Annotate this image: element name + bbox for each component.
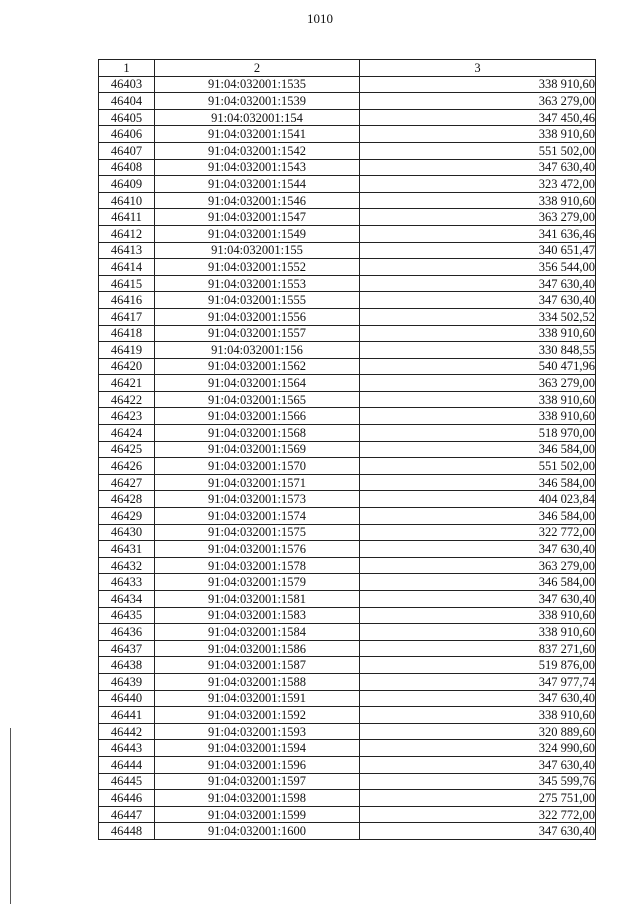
row-number-cell: 46418 — [99, 325, 155, 342]
cadastral-value-cell: 338 910,60 — [360, 192, 596, 209]
row-number-cell: 46407 — [99, 142, 155, 159]
cadastral-value-cell: 346 584,00 — [360, 474, 596, 491]
table-row — [99, 723, 596, 740]
page-number: 1010 — [307, 11, 333, 26]
cadastral-value-cell: 338 910,60 — [360, 607, 596, 624]
cadastral-value-cell: 338 910,60 — [360, 391, 596, 408]
cadastral-value-cell: 347 630,40 — [360, 591, 596, 608]
cadastral-number-cell: 91:04:032001:1575 — [155, 524, 360, 541]
table-row — [99, 325, 596, 342]
cadastral-number-cell: 91:04:032001:1547 — [155, 209, 360, 226]
cadastral-number-cell: 91:04:032001:1542 — [155, 142, 360, 159]
cadastral-number-cell: 91:04:032001:1541 — [155, 126, 360, 143]
cadastral-value-cell: 338 910,60 — [360, 76, 596, 93]
table-row — [99, 624, 596, 641]
row-number-cell: 46408 — [99, 159, 155, 176]
table-row — [99, 740, 596, 757]
row-number-cell: 46406 — [99, 126, 155, 143]
table-body — [99, 76, 596, 839]
table-row — [99, 159, 596, 176]
row-number-cell: 46409 — [99, 176, 155, 193]
cadastral-number-cell: 91:04:032001:1578 — [155, 557, 360, 574]
table-row — [99, 458, 596, 475]
cadastral-number-cell: 91:04:032001:1591 — [155, 690, 360, 707]
cadastral-value-cell: 324 990,60 — [360, 740, 596, 757]
table-row — [99, 773, 596, 790]
cadastral-number-cell: 91:04:032001:1555 — [155, 292, 360, 309]
cadastral-number-cell: 91:04:032001:1539 — [155, 93, 360, 110]
row-number-cell: 46441 — [99, 707, 155, 724]
row-number-cell: 46433 — [99, 574, 155, 591]
table-row — [99, 756, 596, 773]
cadastral-number-cell: 91:04:032001:1564 — [155, 375, 360, 392]
cadastral-value-cell: 322 772,00 — [360, 524, 596, 541]
row-number-cell: 46416 — [99, 292, 155, 309]
cadastral-number-cell: 91:04:032001:1597 — [155, 773, 360, 790]
cadastral-value-cell: 363 279,00 — [360, 557, 596, 574]
table-row — [99, 109, 596, 126]
cadastral-value-cell: 347 630,40 — [360, 541, 596, 558]
table-row — [99, 607, 596, 624]
column-header-cadastral-value: 3 — [360, 60, 596, 77]
table-row — [99, 342, 596, 359]
row-number-cell: 46429 — [99, 508, 155, 525]
row-number-cell: 46445 — [99, 773, 155, 790]
cadastral-number-cell: 91:04:032001:1583 — [155, 607, 360, 624]
cadastral-number-cell: 91:04:032001:1600 — [155, 823, 360, 840]
cadastral-value-cell: 338 910,60 — [360, 325, 596, 342]
margin-line — [10, 728, 11, 904]
cadastral-value-cell: 518 970,00 — [360, 425, 596, 442]
cadastral-value-cell: 346 584,00 — [360, 441, 596, 458]
cadastral-value-cell: 347 630,40 — [360, 292, 596, 309]
row-number-cell: 46432 — [99, 557, 155, 574]
row-number-cell: 46435 — [99, 607, 155, 624]
cadastral-value-cell: 340 651,47 — [360, 242, 596, 259]
row-number-cell: 46410 — [99, 192, 155, 209]
column-header-number: 1 — [99, 60, 155, 77]
cadastral-value-cell: 347 450,46 — [360, 109, 596, 126]
cadastral-value-table — [98, 59, 596, 840]
table-row — [99, 126, 596, 143]
cadastral-value-cell: 346 584,00 — [360, 508, 596, 525]
table-row — [99, 823, 596, 840]
table-row — [99, 574, 596, 591]
table-row — [99, 524, 596, 541]
cadastral-number-cell: 91:04:032001:1594 — [155, 740, 360, 757]
cadastral-number-cell: 91:04:032001:1535 — [155, 76, 360, 93]
row-number-cell: 46431 — [99, 541, 155, 558]
cadastral-number-cell: 91:04:032001:1546 — [155, 192, 360, 209]
cadastral-number-cell: 91:04:032001:1576 — [155, 541, 360, 558]
cadastral-number-cell: 91:04:032001:1573 — [155, 491, 360, 508]
table-row — [99, 292, 596, 309]
cadastral-number-cell: 91:04:032001:1586 — [155, 640, 360, 657]
cadastral-value-cell: 320 889,60 — [360, 723, 596, 740]
row-number-cell: 46434 — [99, 591, 155, 608]
cadastral-value-cell: 338 910,60 — [360, 707, 596, 724]
row-number-cell: 46436 — [99, 624, 155, 641]
row-number-cell: 46420 — [99, 358, 155, 375]
cadastral-number-cell: 91:04:032001:1596 — [155, 756, 360, 773]
table-row — [99, 508, 596, 525]
cadastral-number-cell: 91:04:032001:155 — [155, 242, 360, 259]
table-row — [99, 657, 596, 674]
row-number-cell: 46425 — [99, 441, 155, 458]
cadastral-number-cell: 91:04:032001:1566 — [155, 408, 360, 425]
row-number-cell: 46430 — [99, 524, 155, 541]
row-number-cell: 46438 — [99, 657, 155, 674]
cadastral-value-cell: 363 279,00 — [360, 375, 596, 392]
row-number-cell: 46437 — [99, 640, 155, 657]
table-row — [99, 640, 596, 657]
row-number-cell: 46412 — [99, 225, 155, 242]
cadastral-value-cell: 345 599,76 — [360, 773, 596, 790]
table-row — [99, 707, 596, 724]
table-row — [99, 591, 596, 608]
row-number-cell: 46426 — [99, 458, 155, 475]
table-row — [99, 408, 596, 425]
table-row — [99, 673, 596, 690]
cadastral-value-cell: 323 472,00 — [360, 176, 596, 193]
cadastral-number-cell: 91:04:032001:1598 — [155, 790, 360, 807]
cadastral-number-cell: 91:04:032001:1553 — [155, 275, 360, 292]
row-number-cell: 46442 — [99, 723, 155, 740]
table-row — [99, 176, 596, 193]
cadastral-value-cell: 540 471,96 — [360, 358, 596, 375]
cadastral-number-cell: 91:04:032001:154 — [155, 109, 360, 126]
row-number-cell: 46405 — [99, 109, 155, 126]
cadastral-value-cell: 322 772,00 — [360, 806, 596, 823]
row-number-cell: 46444 — [99, 756, 155, 773]
cadastral-value-cell: 347 630,40 — [360, 756, 596, 773]
cadastral-number-cell: 91:04:032001:1562 — [155, 358, 360, 375]
cadastral-value-cell: 341 636,46 — [360, 225, 596, 242]
cadastral-number-cell: 91:04:032001:1593 — [155, 723, 360, 740]
cadastral-number-cell: 91:04:032001:1587 — [155, 657, 360, 674]
row-number-cell: 46440 — [99, 690, 155, 707]
row-number-cell: 46443 — [99, 740, 155, 757]
cadastral-value-cell: 551 502,00 — [360, 142, 596, 159]
row-number-cell: 46448 — [99, 823, 155, 840]
cadastral-number-cell: 91:04:032001:1588 — [155, 673, 360, 690]
cadastral-value-cell: 338 910,60 — [360, 624, 596, 641]
cadastral-value-cell: 347 977,74 — [360, 673, 596, 690]
cadastral-number-cell: 91:04:032001:1544 — [155, 176, 360, 193]
cadastral-number-cell: 91:04:032001:1599 — [155, 806, 360, 823]
table-row — [99, 425, 596, 442]
cadastral-number-cell: 91:04:032001:1579 — [155, 574, 360, 591]
cadastral-number-cell: 91:04:032001:1569 — [155, 441, 360, 458]
table-row — [99, 491, 596, 508]
row-number-cell: 46423 — [99, 408, 155, 425]
cadastral-value-cell: 551 502,00 — [360, 458, 596, 475]
row-number-cell: 46413 — [99, 242, 155, 259]
row-number-cell: 46419 — [99, 342, 155, 359]
row-number-cell: 46446 — [99, 790, 155, 807]
cadastral-value-cell: 338 910,60 — [360, 408, 596, 425]
table-row — [99, 391, 596, 408]
cadastral-number-cell: 91:04:032001:1571 — [155, 474, 360, 491]
cadastral-number-cell: 91:04:032001:1552 — [155, 259, 360, 276]
cadastral-number-cell: 91:04:032001:1556 — [155, 308, 360, 325]
cadastral-value-cell: 363 279,00 — [360, 209, 596, 226]
cadastral-value-cell: 334 502,52 — [360, 308, 596, 325]
row-number-cell: 46422 — [99, 391, 155, 408]
table-row — [99, 690, 596, 707]
cadastral-value-cell: 347 630,40 — [360, 159, 596, 176]
cadastral-value-cell: 347 630,40 — [360, 275, 596, 292]
cadastral-value-cell: 519 876,00 — [360, 657, 596, 674]
cadastral-number-cell: 91:04:032001:1592 — [155, 707, 360, 724]
cadastral-number-cell: 91:04:032001:1584 — [155, 624, 360, 641]
cadastral-number-cell: 91:04:032001:1557 — [155, 325, 360, 342]
cadastral-value-cell: 837 271,60 — [360, 640, 596, 657]
table-row — [99, 259, 596, 276]
cadastral-number-cell: 91:04:032001:1568 — [155, 425, 360, 442]
row-number-cell: 46428 — [99, 491, 155, 508]
cadastral-number-cell: 91:04:032001:1581 — [155, 591, 360, 608]
cadastral-value-cell: 356 544,00 — [360, 259, 596, 276]
row-number-cell: 46411 — [99, 209, 155, 226]
table-row — [99, 474, 596, 491]
row-number-cell: 46415 — [99, 275, 155, 292]
row-number-cell: 46414 — [99, 259, 155, 276]
table-row — [99, 806, 596, 823]
cadastral-value-cell: 330 848,55 — [360, 342, 596, 359]
cadastral-number-cell: 91:04:032001:1543 — [155, 159, 360, 176]
cadastral-number-cell: 91:04:032001:156 — [155, 342, 360, 359]
table-row — [99, 209, 596, 226]
cadastral-value-cell: 347 630,40 — [360, 823, 596, 840]
table-row — [99, 275, 596, 292]
table-row — [99, 441, 596, 458]
cadastral-number-cell: 91:04:032001:1549 — [155, 225, 360, 242]
table-row — [99, 358, 596, 375]
table-header-row — [99, 60, 596, 77]
cadastral-number-cell: 91:04:032001:1574 — [155, 508, 360, 525]
table-row — [99, 93, 596, 110]
row-number-cell: 46427 — [99, 474, 155, 491]
table-row — [99, 76, 596, 93]
table-row — [99, 375, 596, 392]
row-number-cell: 46403 — [99, 76, 155, 93]
table-row — [99, 142, 596, 159]
row-number-cell: 46421 — [99, 375, 155, 392]
row-number-cell: 46447 — [99, 806, 155, 823]
table-row — [99, 242, 596, 259]
row-number-cell: 46404 — [99, 93, 155, 110]
cadastral-value-cell: 338 910,60 — [360, 126, 596, 143]
cadastral-value-cell: 363 279,00 — [360, 93, 596, 110]
table-row — [99, 557, 596, 574]
cadastral-number-cell: 91:04:032001:1565 — [155, 391, 360, 408]
table-row — [99, 192, 596, 209]
table-row — [99, 308, 596, 325]
cadastral-value-cell: 347 630,40 — [360, 690, 596, 707]
row-number-cell: 46439 — [99, 673, 155, 690]
row-number-cell: 46417 — [99, 308, 155, 325]
table-row — [99, 225, 596, 242]
cadastral-value-cell: 404 023,84 — [360, 491, 596, 508]
cadastral-value-cell: 346 584,00 — [360, 574, 596, 591]
cadastral-value-cell: 275 751,00 — [360, 790, 596, 807]
row-number-cell: 46424 — [99, 425, 155, 442]
table-row — [99, 541, 596, 558]
cadastral-number-cell: 91:04:032001:1570 — [155, 458, 360, 475]
table-row — [99, 790, 596, 807]
column-header-cadastral-number: 2 — [155, 60, 360, 77]
